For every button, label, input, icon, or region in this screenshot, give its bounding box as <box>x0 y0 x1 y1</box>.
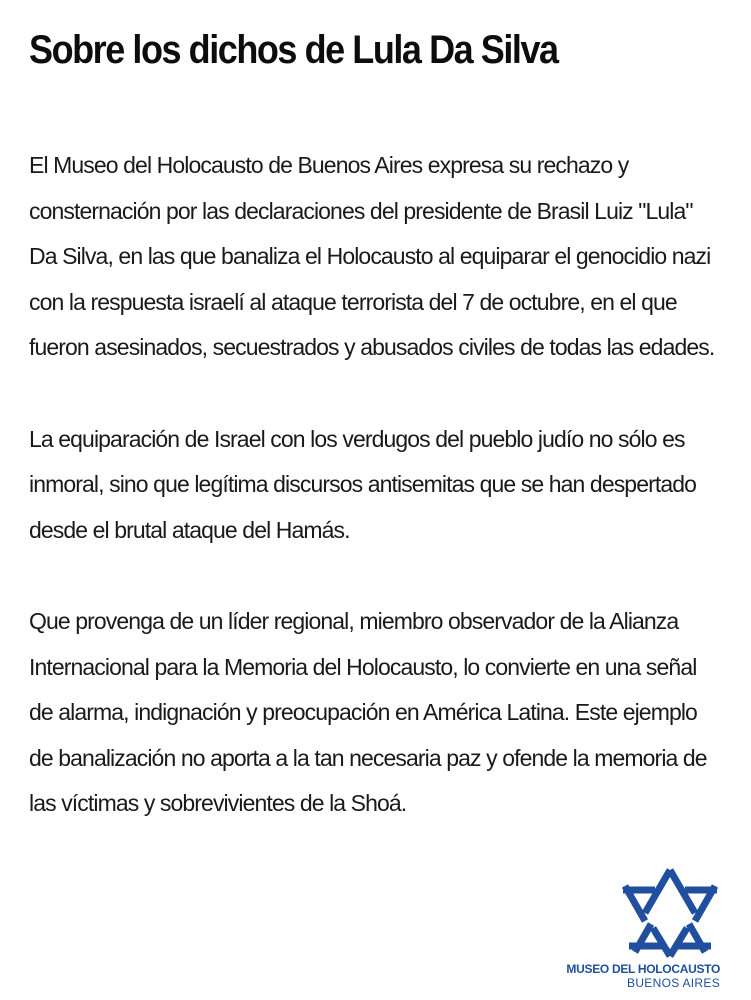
museum-logo <box>560 866 730 994</box>
statement-body <box>29 143 715 827</box>
paragraph-3: Que provenga de un líder regional, miembro observador de la Alianza Internacional para la Memoria del Holocausto, lo convierte en una señal de alarma, indignación y preocupación en América Latina. Este ejemplo de banalización no aporta a la tan necesaria paz y ofende la memoria de las víctimas y sobrevivientes de la Shoá. <box>29 608 707 816</box>
logo-city: BUENOS AIRES <box>627 976 720 990</box>
logo-name: MUSEO DEL HOLOCAUSTO <box>566 962 720 976</box>
paragraph-2: La equiparación de Israel con los verdugos del pueblo judío no sólo es inmoral, sino que legítima discursos antisemitas que se han despertado desde el brutal ataque del Hamás. <box>29 425 697 543</box>
star-of-david-logo-icon <box>615 866 725 958</box>
page-title: Sobre los dichos de Lula Da Silva <box>29 28 558 72</box>
paragraph-1: El Museo del Holocausto de Buenos Aires expresa su rechazo y consternación por las declaraciones del presidente de Brasil Luiz "Lula" Da Silva, en las que banaliza el Holocausto al equiparar el genocidio nazi con la respuesta israelí al ataque terrorista del 7 de octubre, en el que fueron asesinados, secuestrados y abusados civiles de todas las edades. <box>29 152 715 360</box>
